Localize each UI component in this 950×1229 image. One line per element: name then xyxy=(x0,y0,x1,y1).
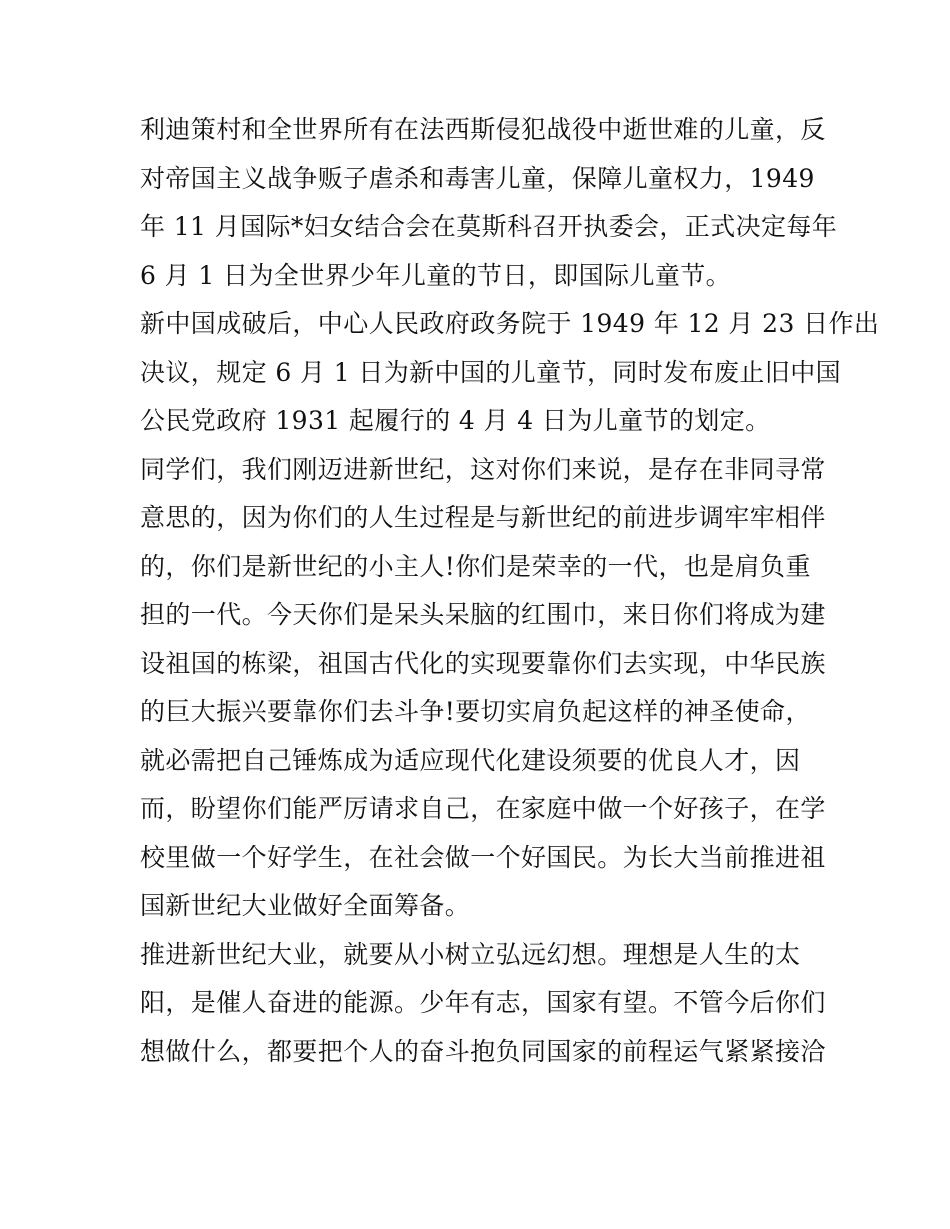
text-line: 就必需把自己锤炼成为适应现代化建设须要的优良人才，因 xyxy=(140,745,801,775)
text-line: 决议，规定 6 月 1 日为新中国的儿童节，同时发布废止旧中国 xyxy=(140,357,842,387)
text-line: 同学们，我们刚迈进新世纪，这对你们来说，是存在非同寻常 xyxy=(140,454,826,484)
text-line: 校里做一个好学生，在社会做一个好国民。为长大当前推进祖 xyxy=(140,842,826,872)
text-line: 的巨大振兴要靠你们去斗争!要切实肩负起这样的神圣使命， xyxy=(140,697,811,726)
text-line: 新中国成破后，中心人民政府政务院于 1949 年 12 月 23 日作出 xyxy=(140,309,880,338)
text-line: 担的一代。今天你们是呆头呆脑的红围巾，来日你们将成为建 xyxy=(140,600,826,629)
text-line: 意思的，因为你们的人生过程是与新世纪的前进步调牢牢相伴 xyxy=(140,503,826,532)
text-line: 的，你们是新世纪的小主人!你们是荣幸的一代，也是肩负重 xyxy=(140,551,811,581)
text-line: 阳，是催人奋进的能源。少年有志，国家有望。不管今后你们 xyxy=(140,988,826,1017)
text-line: 推进新世纪大业，就要从小树立弘远幻想。理想是人生的太 xyxy=(140,939,801,969)
text-line: 6 月 1 日为全世界少年儿童的节日，即国际儿童节。 xyxy=(140,260,732,290)
text-line: 而，盼望你们能严厉请求自己，在家庭中做一个好孩子，在学 xyxy=(140,794,826,823)
document-body xyxy=(140,106,880,1076)
text-line: 公民党政府 1931 起履行的 4 月 4 日为儿童节的划定。 xyxy=(140,406,771,435)
text-line: 设祖国的栋梁，祖国古代化的实现要靠你们去实现，中华民族 xyxy=(140,648,826,678)
text-line: 想做什么，都要把个人的奋斗抱负同国家的前程运气紧紧接洽 xyxy=(140,1036,826,1066)
text-line: 利迪策村和全世界所有在法西斯侵犯战役中逝世难的儿童，反 xyxy=(140,115,826,144)
text-line: 年 11 月国际*妇女结合会在莫斯科召开执委会，正式决定每年 xyxy=(140,212,838,241)
text-line: 国新世纪大业做好全面筹备。 xyxy=(140,891,471,920)
text-line: 对帝国主义战争贩子虐杀和毒害儿童，保障儿童权力，1949 xyxy=(140,163,815,193)
